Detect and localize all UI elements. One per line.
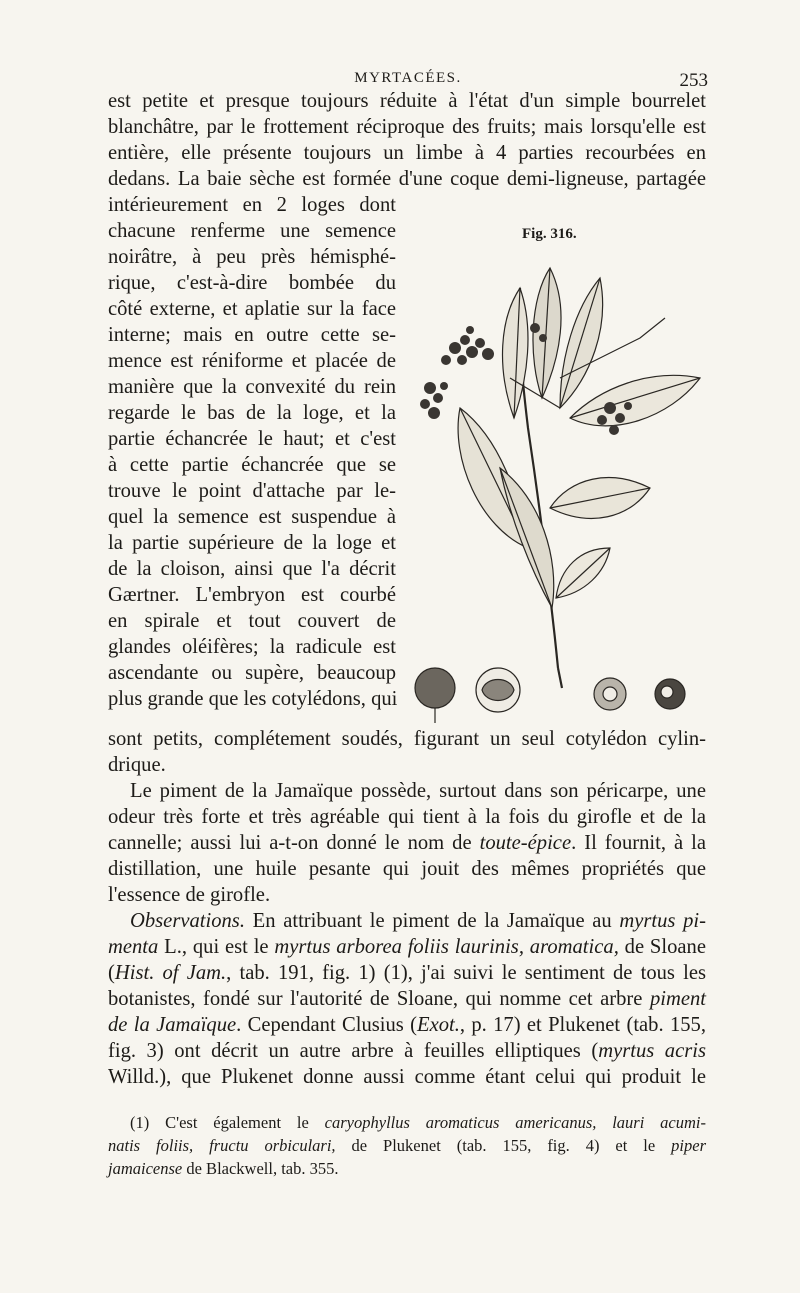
- text-line: odeur très forte et très agréable qui tient à la fois du girofle et de la: [108, 806, 706, 828]
- text-run-italic: piment: [649, 988, 706, 1010]
- text-line: Willd.), que Plukenet donne aussi comme étant celui qui produit le: [108, 1066, 706, 1088]
- text-line: quel la semence est suspendue à: [108, 506, 396, 528]
- text-run: (: [108, 962, 115, 984]
- text-run-italic: menta: [108, 936, 159, 958]
- text-run: de Blackwell, tab. 355.: [182, 1159, 339, 1178]
- page-number: 253: [679, 70, 708, 91]
- text-run-italic: piper: [671, 1136, 707, 1155]
- text-line: [108, 908, 706, 934]
- text-line: ascendante ou supère, beaucoup: [108, 662, 396, 684]
- text-line: glandes oléifères; la radicule est: [108, 636, 396, 658]
- text-line: de la cloison, ainsi que l'a décrit: [108, 558, 396, 580]
- pimento-branch-illustration: [410, 248, 715, 748]
- text-line: dedans. La baie sèche est formée d'une coque demi-ligneuse, partagée: [108, 168, 706, 190]
- text-line: [108, 960, 706, 986]
- text-line: intérieurement en 2 loges dont: [108, 194, 396, 216]
- text-run: de Sloane: [618, 936, 706, 958]
- running-title: MYRTACÉES.: [354, 70, 462, 86]
- text-line: Gærtner. L'embryon est courbé: [108, 584, 396, 606]
- text-run: L., qui est le: [158, 936, 275, 958]
- text-run-italic: jamaicense: [108, 1159, 183, 1178]
- text-line: interne; mais en outre cette se-: [108, 324, 396, 346]
- text-run-italic: myrtus acris: [598, 1040, 706, 1062]
- text-line: [108, 986, 706, 1012]
- text-run: (1) C'est également le: [130, 1113, 325, 1132]
- text-line: à cette partie échancrée que se: [108, 454, 396, 476]
- text-line: blanchâtre, par le frottement réciproque des fruits; mais lorsqu'elle est: [108, 116, 706, 138]
- text-run: , tab. 191, fig. 1) (1), j'ai suivi le sentiment de tous les: [226, 962, 706, 984]
- text-run: botanistes, fondé sur l'autorité de Sloane, qui nomme cet arbre: [108, 988, 650, 1010]
- text-line: [108, 830, 706, 856]
- text-run-italic: myrtus pi-: [619, 910, 706, 932]
- text-line: partie échancrée le haut; et c'est: [108, 428, 396, 450]
- footnote-line: [108, 1158, 706, 1180]
- figure-316: [410, 222, 715, 740]
- text-run-italic: Exot.: [417, 1014, 460, 1036]
- text-line: distillation, une huile pesante qui jouit des mêmes propriétés que: [108, 858, 706, 880]
- text-run: En attribuant le piment de la Jamaïque au: [244, 910, 620, 932]
- text-line: chacune renferme une semence: [108, 220, 396, 242]
- text-line: entière, elle présente toujours un limbe à 4 parties recourbées en: [108, 142, 706, 164]
- text-run-italic: Observations.: [130, 910, 245, 932]
- text-line: côté externe, et aplatie sur la face: [108, 298, 396, 320]
- footnote-line: [108, 1112, 706, 1134]
- text-line: mence est réniforme et placée de: [108, 350, 396, 372]
- text-line: en spirale et tout couvert de: [108, 610, 396, 632]
- text-line: rique, c'est-à-dire bombée du: [108, 272, 396, 294]
- text-line: la partie supérieure de la loge et: [108, 532, 396, 554]
- text-run: , p. 17) et Plukenet (tab. 155,: [459, 1014, 706, 1036]
- text-line: noirâtre, à peu près hémisphé-: [108, 246, 396, 268]
- text-line: regarde le bas de la loge, et la: [108, 402, 396, 424]
- text-run: . Il fournit, à la: [571, 832, 706, 854]
- footnote-line: [108, 1135, 706, 1157]
- text-line: drique.: [108, 754, 166, 776]
- text-run-italic: toute-épice: [479, 832, 572, 854]
- text-line: manière que la convexité du rein: [108, 376, 396, 398]
- text-line: Le piment de la Jamaïque possède, surtout dans son péricarpe, une: [130, 780, 706, 802]
- text-line: plus grande que les cotylédons, qui: [108, 688, 398, 710]
- text-run-italic: Hist. of Jam.: [114, 962, 227, 984]
- text-line: [108, 1038, 706, 1064]
- text-run-italic: natis foliis, fructu orbiculari,: [108, 1136, 336, 1155]
- text-line: est petite et presque toujours réduite à l'état d'un simple bourrelet: [108, 90, 706, 112]
- text-run-italic: myrtus arborea foliis laurinis, aromatica,: [274, 936, 619, 958]
- text-run: cannelle; aussi lui a-t-on donné le nom de: [108, 832, 480, 854]
- text-run: fig. 3) ont décrit un autre arbre à feuilles elliptiques (: [108, 1040, 599, 1062]
- text-run: de Plukenet (tab. 155, fig. 4) et le: [335, 1136, 672, 1155]
- text-run-italic: de la Jamaïque: [108, 1014, 237, 1036]
- text-line: [108, 934, 706, 960]
- figure-caption: Fig. 316.: [522, 226, 577, 242]
- text-run: . Cependant Clusius (: [236, 1014, 417, 1036]
- text-line: sont petits, complétement soudés, figurant un seul cotylédon cylin-: [108, 728, 706, 750]
- text-line: [108, 1012, 706, 1038]
- text-line: l'essence de girofle.: [108, 884, 271, 906]
- text-run-italic: caryophyllus aromaticus americanus, lauri acumi-: [324, 1113, 706, 1132]
- text-line: trouve le point d'attache par le-: [108, 480, 396, 502]
